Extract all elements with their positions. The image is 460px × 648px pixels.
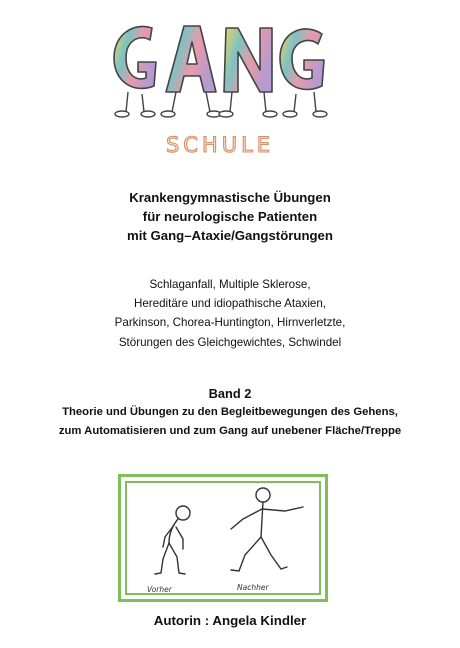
conditions-line: Hereditäre und idiopathische Ataxien, xyxy=(133,297,327,311)
conditions-line: Schlaganfall, Multiple Sklerose, xyxy=(149,278,311,291)
conditions-line: Störungen des Gleichgewichtes, Schwindel xyxy=(118,335,342,349)
title-line: für neurologische Patienten xyxy=(142,209,318,224)
band-label: Band 2 xyxy=(208,386,252,401)
before-label: Vorher xyxy=(147,585,172,594)
band-description-line: zum Automatisieren und zum Gang auf unebener Fläche/Treppe xyxy=(58,425,402,437)
logo-legs xyxy=(115,92,327,117)
stick-figure-before xyxy=(155,506,190,574)
title-line: mit Gang–Ataxie/Gangstörungen xyxy=(127,228,333,243)
logo-letter-g2 xyxy=(280,29,324,90)
logo-letter-g1 xyxy=(114,26,156,88)
title-line: Krankengymnastische Übungen xyxy=(129,190,331,205)
logo-letters xyxy=(114,26,324,92)
before-after-illustration xyxy=(118,474,328,602)
logo-letter-a xyxy=(166,26,216,92)
logo-letter-n xyxy=(224,28,272,92)
logo-subtitle: SCHULE xyxy=(165,133,275,157)
after-label: Nachher xyxy=(237,583,269,592)
conditions-line: Parkinson, Chorea-Huntington, Hirnverletzte, xyxy=(114,316,346,330)
conditions-block xyxy=(0,275,460,352)
author: Autorin : Angela Kindler xyxy=(153,613,307,628)
band-description xyxy=(0,403,460,441)
title-block xyxy=(0,188,460,245)
stick-figure-after xyxy=(231,488,303,571)
gang-schule-logo xyxy=(100,14,340,164)
stick-figures xyxy=(121,477,324,598)
band-description-line: Theorie und Übungen zu den Begleitbewegungen des Gehens, xyxy=(62,406,398,418)
